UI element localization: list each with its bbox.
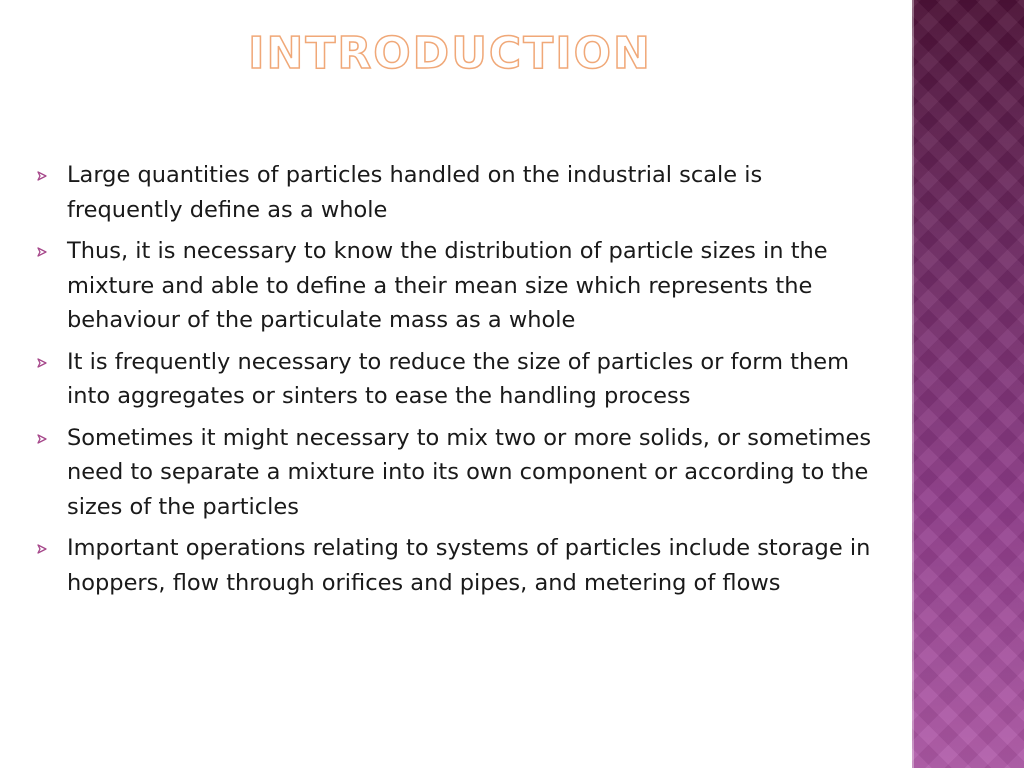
- bullet-list: [34, 158, 874, 607]
- arrowhead-bullet-icon: [37, 247, 47, 257]
- arrowhead-bullet-icon: [37, 544, 47, 554]
- arrowhead-bullet-icon: [37, 358, 47, 368]
- arrowhead-bullet-icon: [37, 434, 47, 444]
- bullet-item: [34, 158, 874, 227]
- decorative-side-panel: [912, 0, 1024, 768]
- bullet-text: It is frequently necessary to reduce the size of particles or form them into aggregates or sinters to ease the handling process: [67, 348, 850, 409]
- arrowhead-bullet-icon: [37, 171, 47, 181]
- bullet-item: [34, 531, 874, 600]
- bullet-text: Thus, it is necessary to know the distribution of particle sizes in the mixture and able to define a their mean size which represents the behaviour of the particulate mass as a whole: [67, 238, 828, 333]
- bullet-text: Sometimes it might necessary to mix two or more solids, or sometimes need to separate a mixture into its own component or according to the sizes of the particles: [67, 424, 872, 520]
- bullet-item: [34, 421, 874, 525]
- slide-title: INTRODUCTION: [248, 28, 652, 79]
- bullet-item: [34, 234, 874, 338]
- bullet-item: [34, 345, 874, 414]
- bullet-text: Important operations relating to systems of particles include storage in hoppers, flow through orifices and pipes, and metering of flows: [67, 535, 871, 596]
- bullet-text: Large quantities of particles handled on the industrial scale is frequently define as a whole: [67, 162, 763, 223]
- side-panel-edge-line: [912, 0, 914, 768]
